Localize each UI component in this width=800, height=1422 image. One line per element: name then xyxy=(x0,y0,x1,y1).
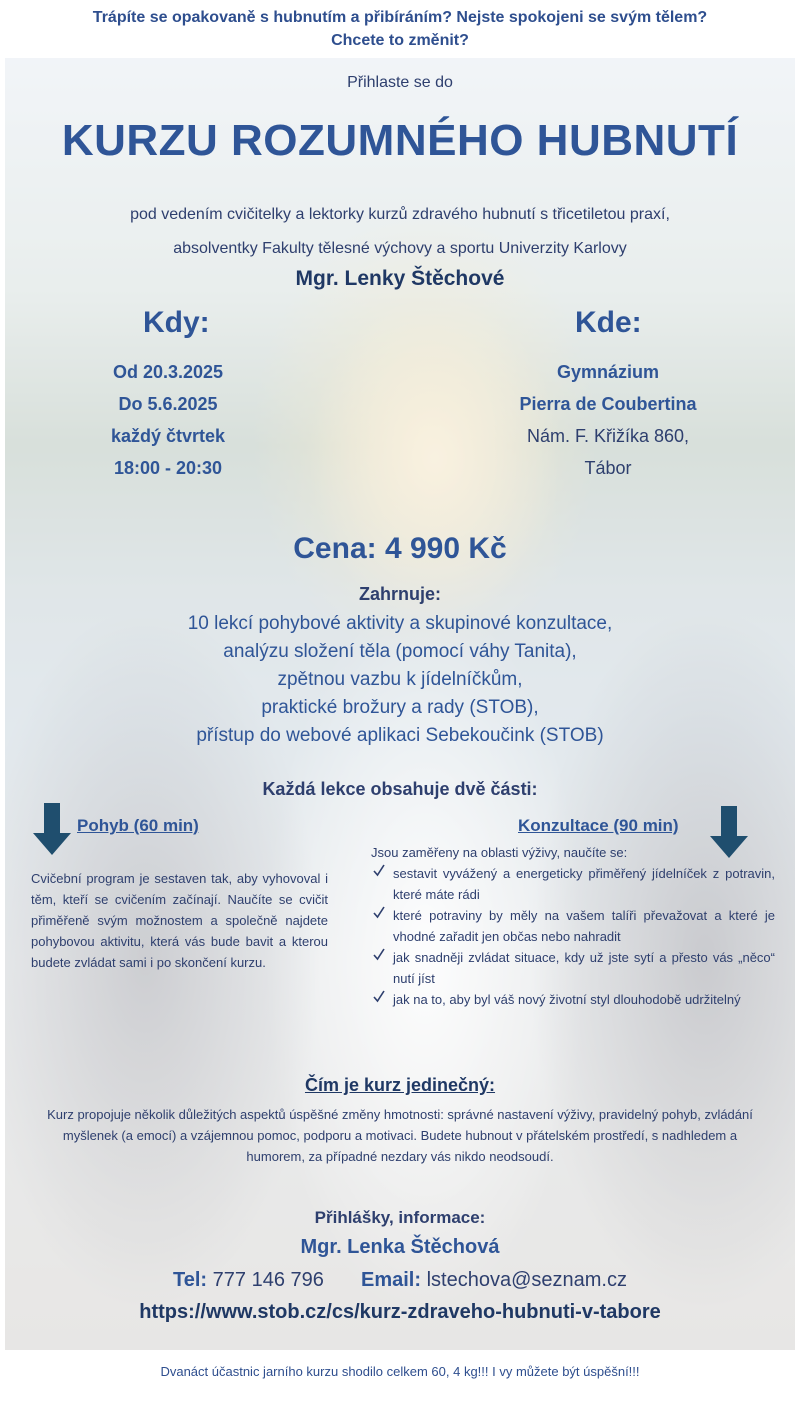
list-item xyxy=(371,947,775,989)
list-item-text: sestavit vyvážený a energeticky přiměřený jídelníček z potravin, které máte rádi xyxy=(393,866,775,902)
contact-title: Přihlášky, informace: xyxy=(314,1208,486,1227)
course-title: KURZU ROZUMNÉHO HUBNUTÍ xyxy=(61,116,739,165)
weekday: každý čtvrtek xyxy=(110,426,226,446)
header-question xyxy=(0,6,800,52)
checkmark-icon xyxy=(373,905,385,919)
parts-title: Každá lekce obsahuje dvě části: xyxy=(262,779,538,799)
tel-label: Tel: xyxy=(173,1269,208,1291)
contact-details xyxy=(5,1269,795,1292)
list-item-text: jak na to, aby byl váš nový životní styl dlouhodobě udržitelný xyxy=(393,992,741,1007)
unique-text: Kurz propojuje několik důležitých aspektů úspěšné změny hmotnosti: správné nastavení výživy, pravidelný pohyb, zvládání myšlenek (a emocí) a vzájemnou pomoc, podporu a motivaci. Budete hubnout v přátelském prostředí, s nadhledem a humorem, za případné nezdary vás nikdo neodsoudí. xyxy=(47,1107,753,1164)
includes-title: Zahrnuje: xyxy=(358,584,441,604)
unique-title: Čím je kurz jedinečný: xyxy=(304,1075,496,1095)
time: 18:00 - 20:30 xyxy=(113,458,223,478)
date-to: Do 5.6.2025 xyxy=(118,394,218,414)
instructor-name: Mgr. Lenky Štěchové xyxy=(295,267,505,290)
checkmark-icon xyxy=(373,989,385,1003)
header-question-line2: Chcete to změnit? xyxy=(331,32,469,49)
website-link[interactable]: https://www.stob.cz/cs/kurz-zdraveho-hubnuti-v-tabore xyxy=(139,1301,661,1323)
part1-label: Pohyb (60 min) xyxy=(77,816,199,835)
list-item-text: které potraviny by měly na vašem talíři převažovat a které je vhodné zařadit jen občas nebo nahradit xyxy=(393,908,775,944)
phone-number[interactable]: 777 146 796 xyxy=(212,1269,324,1291)
where-details xyxy=(468,356,748,484)
venue-line-3: Nám. F. Křižíka 860, xyxy=(526,426,690,446)
footer-note: Dvanáct účastnic jarního kurzu shodilo celkem 60, 4 kg!!! I vy můžete být úspěšní!!! xyxy=(160,1364,640,1379)
checkmark-icon xyxy=(373,863,385,877)
list-item xyxy=(371,989,775,1010)
part2-label: Konzultace (90 min) xyxy=(518,816,679,835)
part2-intro: Jsou zaměřeny na oblasti výživy, naučíte se: xyxy=(371,845,628,860)
lead-line-2: absolventky Fakulty tělesné výchovy a sportu Univerzity Karlovy xyxy=(173,240,627,257)
list-item xyxy=(371,863,775,905)
includes-item: praktické brožury a rady (STOB), xyxy=(261,697,539,718)
includes-list xyxy=(5,610,795,750)
part2-description xyxy=(371,842,775,1010)
when-details xyxy=(68,356,268,484)
email-address[interactable]: lstechova@seznam.cz xyxy=(426,1269,627,1291)
instructor-description xyxy=(5,198,795,266)
part2-list xyxy=(371,863,775,1010)
venue-line-1: Gymnázium xyxy=(556,362,660,382)
venue-line-4: Tábor xyxy=(584,458,632,478)
includes-item: 10 lekcí pohybové aktivity a skupinové konzultace, xyxy=(187,613,613,634)
includes-item: přístup do webové aplikaci Sebekoučink (STOB) xyxy=(196,725,604,746)
list-item-text: jak snadněji zvládat situace, kdy už jste sytí a přesto vás „něco“ nutí jíst xyxy=(393,950,775,986)
venue-line-2: Pierra de Coubertina xyxy=(519,394,697,414)
includes-item: analýzu složení těla (pomocí váhy Tanita), xyxy=(223,641,577,662)
when-heading: Kdy: xyxy=(143,306,210,339)
email-label: Email: xyxy=(361,1269,422,1291)
contact-name: Mgr. Lenka Štěchová xyxy=(300,1236,500,1258)
arrow-down-icon xyxy=(33,803,71,855)
lead-line-1: pod vedením cvičitelky a lektorky kurzů zdravého hubnutí s třicetiletou praxí, xyxy=(130,206,670,223)
where-heading: Kde: xyxy=(575,306,642,339)
intro-text: Přihlaste se do xyxy=(347,74,453,91)
poster xyxy=(5,58,795,1350)
checkmark-icon xyxy=(373,947,385,961)
header-question-line1: Trápíte se opakovaně s hubnutím a přibíráním? Nejste spokojeni se svým tělem? xyxy=(92,9,708,26)
price: Cena: 4 990 Kč xyxy=(293,532,507,565)
part1-description: Cvičební program je sestaven tak, aby vyhovoval i těm, kteří se cvičením začínají. Naučíte se cvičit přiměřeně svým možnostem a společně najdete pohybovou aktivitu, která vás bude bavit a kterou budete zvládat sami i po skončení kurzu. xyxy=(31,871,328,970)
includes-item: zpětnou vazbu k jídelníčkům, xyxy=(277,669,523,690)
list-item xyxy=(371,905,775,947)
date-from: Od 20.3.2025 xyxy=(112,362,224,382)
